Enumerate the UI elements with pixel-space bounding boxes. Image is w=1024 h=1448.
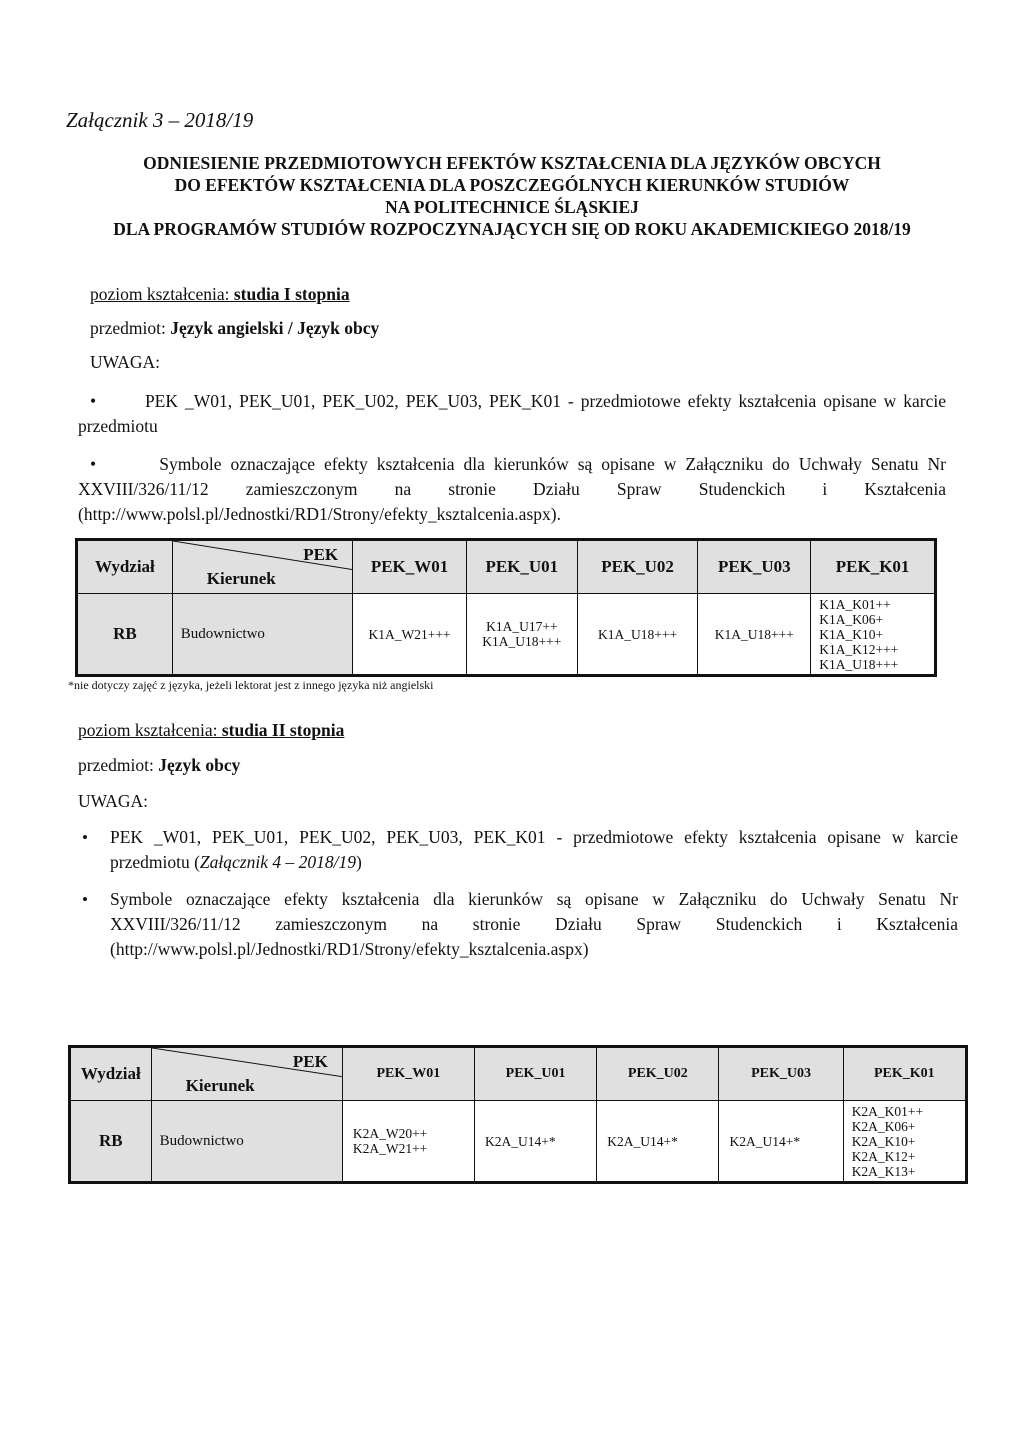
cell-value: K2A_W21++ — [352, 1141, 428, 1156]
s2-level — [78, 718, 344, 743]
cell-value: K1A_K01++ — [819, 596, 891, 612]
table-row — [77, 594, 936, 676]
cell-value: K2A_K12+ — [851, 1148, 916, 1164]
title-line-1: ODNIESIENIE PRZEDMIOTOWYCH EFEKTÓW KSZTAŁCENIA DLA JĘZYKÓW OBCYCH — [143, 153, 881, 173]
s1-bullet-2 — [78, 452, 946, 527]
cell-wydzial: RB — [77, 594, 173, 676]
header-col: PEK_W01 — [342, 1047, 474, 1101]
s1-table — [75, 538, 937, 677]
cell-u03 — [698, 594, 811, 676]
header-diagonal — [151, 1047, 342, 1101]
s2-bullet-2 — [82, 887, 958, 962]
s1-subject — [90, 316, 379, 341]
cell-value: K2A_K06+ — [851, 1118, 916, 1134]
s2-table — [68, 1045, 968, 1184]
header-col: PEK_U01 — [466, 540, 577, 594]
cell-value: K2A_U14+* — [729, 1133, 801, 1149]
s1-subject-label: przedmiot: — [90, 318, 171, 338]
s1-subject-value: Język angielski / Język obcy — [170, 318, 380, 338]
s2-note-heading: UWAGA: — [78, 791, 148, 811]
s2-bullet-1-italic: Załącznik 4 – 2018/19 — [199, 852, 356, 872]
cell-u02 — [597, 1101, 719, 1183]
cell-w01 — [353, 594, 467, 676]
s2-level-label: poziom kształcenia: — [78, 720, 222, 740]
header-kierunek: Kierunek — [185, 1076, 255, 1095]
s1-note-heading: UWAGA: — [90, 352, 160, 372]
bullet-dot-icon: • — [82, 828, 88, 847]
header-pek: PEK — [292, 1052, 328, 1071]
cell-value: K2A_W20++ — [352, 1126, 428, 1141]
s1-level — [90, 282, 350, 307]
cell-k01 — [811, 594, 936, 676]
cell-u03 — [719, 1101, 843, 1183]
header-col: PEK_K01 — [811, 540, 936, 594]
s2-level-value: studia II stopnia — [221, 720, 345, 740]
header-kierunek: Kierunek — [206, 569, 276, 588]
attachment-label: Załącznik 3 – 2018/19 — [66, 108, 254, 132]
header-col: PEK_K01 — [843, 1047, 966, 1101]
s2-subject-label: przedmiot: — [78, 755, 159, 775]
title-line-2: DO EFEKTÓW KSZTAŁCENIA DLA POSZCZEGÓLNYCH KIERUNKÓW STUDIÓW — [174, 175, 850, 195]
cell-value: K2A_U14+* — [607, 1133, 678, 1149]
s2-subject-value: Język obcy — [158, 755, 241, 775]
s1-bullet-2-text: Symbole oznaczające efekty kształcenia dla kierunków są opisane w Załączniku do Uchwały Senatu Nr XXVIII/326/11/12 zamieszczonym na stronie Działu Spraw Studenckich i Kształcenia (http://www.polsl.pl/Jednostki/RD1/Strony/efekty_ksztalcenia.aspx). — [78, 454, 946, 524]
cell-w01 — [342, 1101, 474, 1183]
s1-bullet-1 — [78, 389, 946, 439]
header-col: PEK_U03 — [698, 540, 811, 594]
cell-value: K1A_U17++ — [486, 619, 558, 634]
header-col: PEK_U01 — [474, 1047, 596, 1101]
header-pek: PEK — [303, 545, 339, 564]
cell-k01 — [843, 1101, 966, 1183]
s2-bullet-2-text: Symbole oznaczające efekty kształcenia dla kierunków są opisane w Załączniku do Uchwały Senatu Nr XXVIII/326/11/12 zamieszczonym na stronie Działu Spraw Studenckich i Kształcenia (http://www.polsl.pl/Jednostki/RD1/Strony/efekty_ksztalcenia.aspx) — [110, 889, 958, 959]
cell-u02 — [577, 594, 698, 676]
s2-bullet-1-end: ) — [355, 852, 362, 872]
cell-wydzial: RB — [70, 1101, 152, 1183]
cell-value: K1A_W21+++ — [368, 626, 451, 642]
bullet-dot-icon: • — [82, 890, 88, 909]
header-wydzial: Wydział — [77, 540, 173, 594]
s1-level-label: poziom kształcenia: — [90, 284, 234, 304]
table-row — [70, 1101, 967, 1183]
header-col: PEK_U02 — [577, 540, 698, 594]
cell-value: K1A_U18+++ — [819, 656, 899, 672]
cell-value: K1A_U18+++ — [482, 634, 562, 649]
cell-kierunek: Budownictwo — [151, 1101, 342, 1183]
bullet-dot-icon: • — [90, 391, 145, 411]
s2-bullet-1-main: PEK _W01, PEK_U01, PEK_U02, PEK_U03, PEK_K01 - przedmiotowe efekty kształcenia opisane w karcie przedmiotu ( — [110, 827, 958, 872]
table-header-row — [77, 540, 936, 594]
cell-kierunek: Budownictwo — [172, 594, 352, 676]
table-header-row — [70, 1047, 967, 1101]
cell-value: K2A_K10+ — [851, 1133, 916, 1149]
cell-value: K2A_K01++ — [851, 1103, 924, 1119]
s1-bullet-1-text: PEK _W01, PEK_U01, PEK_U02, PEK_U03, PEK_K01 - przedmiotowe efekty kształcenia opisane w karcie przedmiotu — [78, 391, 946, 436]
cell-value: K1A_K12+++ — [819, 641, 899, 657]
header-col: PEK_U03 — [719, 1047, 843, 1101]
footnote: *nie dotyczy zajęć z języka, jeżeli lektorat jest z innego języka niż angielski — [68, 678, 434, 692]
title-line-4: DLA PROGRAMÓW STUDIÓW ROZPOCZYNAJĄCYCH SIĘ OD ROKU AKADEMICKIEGO 2018/19 — [113, 219, 911, 239]
bullet-dot-icon: • — [90, 454, 160, 474]
s2-subject — [78, 753, 240, 778]
cell-value: K2A_U14+* — [484, 1133, 556, 1149]
header-wydzial: Wydział — [70, 1047, 152, 1101]
cell-value: K1A_U18+++ — [598, 626, 678, 642]
s1-level-value: studia I stopnia — [233, 284, 350, 304]
cell-u01 — [466, 594, 577, 676]
cell-u01 — [474, 1101, 596, 1183]
header-diagonal — [172, 540, 352, 594]
cell-value: K1A_U18+++ — [714, 626, 794, 642]
s2-bullet-1-text — [110, 825, 958, 875]
header-col: PEK_W01 — [353, 540, 467, 594]
cell-value: K2A_K13+ — [851, 1163, 916, 1179]
cell-value: K1A_K06+ — [819, 611, 884, 627]
s2-bullet-1 — [82, 825, 958, 875]
cell-value: K1A_K10+ — [819, 626, 884, 642]
header-col: PEK_U02 — [597, 1047, 719, 1101]
title-line-3: NA POLITECHNICE ŚLĄSKIEJ — [385, 197, 639, 217]
